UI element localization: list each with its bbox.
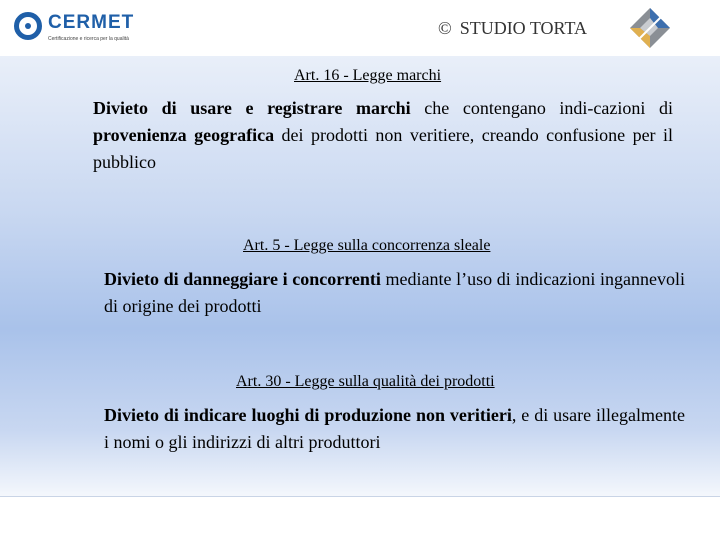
footer-rule bbox=[0, 496, 720, 497]
article-30-text bbox=[104, 402, 685, 456]
article-16-bold: Divieto di usare e registrare marchi bbox=[93, 98, 411, 118]
cermet-logo-icon bbox=[14, 12, 42, 40]
studio-torta-logo-icon bbox=[628, 6, 672, 50]
article-30-bold: Divieto di indicare luoghi di produzione non veritieri bbox=[104, 405, 512, 425]
logo-subtitle: Certificazione e ricerca per la qualità bbox=[48, 36, 129, 42]
article-30-rest: , e di usare illegalmente i nomi o gli indirizzi di altri produttori bbox=[104, 405, 686, 452]
article-5-text bbox=[104, 266, 685, 320]
copyright-symbol: © bbox=[438, 18, 452, 38]
article-16-rest2: dei prodotti non veritiere, creando confusione per il pubblico bbox=[93, 125, 673, 172]
logo-text: CERMET bbox=[48, 12, 135, 33]
article-16-rest: che contengano indi-cazioni di bbox=[410, 98, 674, 118]
article-16-text bbox=[93, 95, 673, 176]
article-16-title: Art. 16 - Legge marchi bbox=[294, 67, 442, 84]
article-30-title: Art. 30 - Legge sulla qualità dei prodotti bbox=[236, 373, 495, 390]
article-5-title: Art. 5 - Legge sulla concorrenza sleale bbox=[243, 237, 491, 254]
article-16-bold2: provenienza geografica bbox=[93, 125, 275, 145]
studio-name: STUDIO TORTA bbox=[459, 18, 588, 38]
article-5-bold: Divieto di danneggiare i concorrenti bbox=[104, 269, 381, 289]
header bbox=[0, 0, 720, 56]
article-5-rest: mediante l’uso di indicazioni ingannevoli di origine dei prodotti bbox=[104, 269, 685, 316]
cermet-logo bbox=[14, 10, 138, 44]
studio-label bbox=[438, 18, 587, 39]
